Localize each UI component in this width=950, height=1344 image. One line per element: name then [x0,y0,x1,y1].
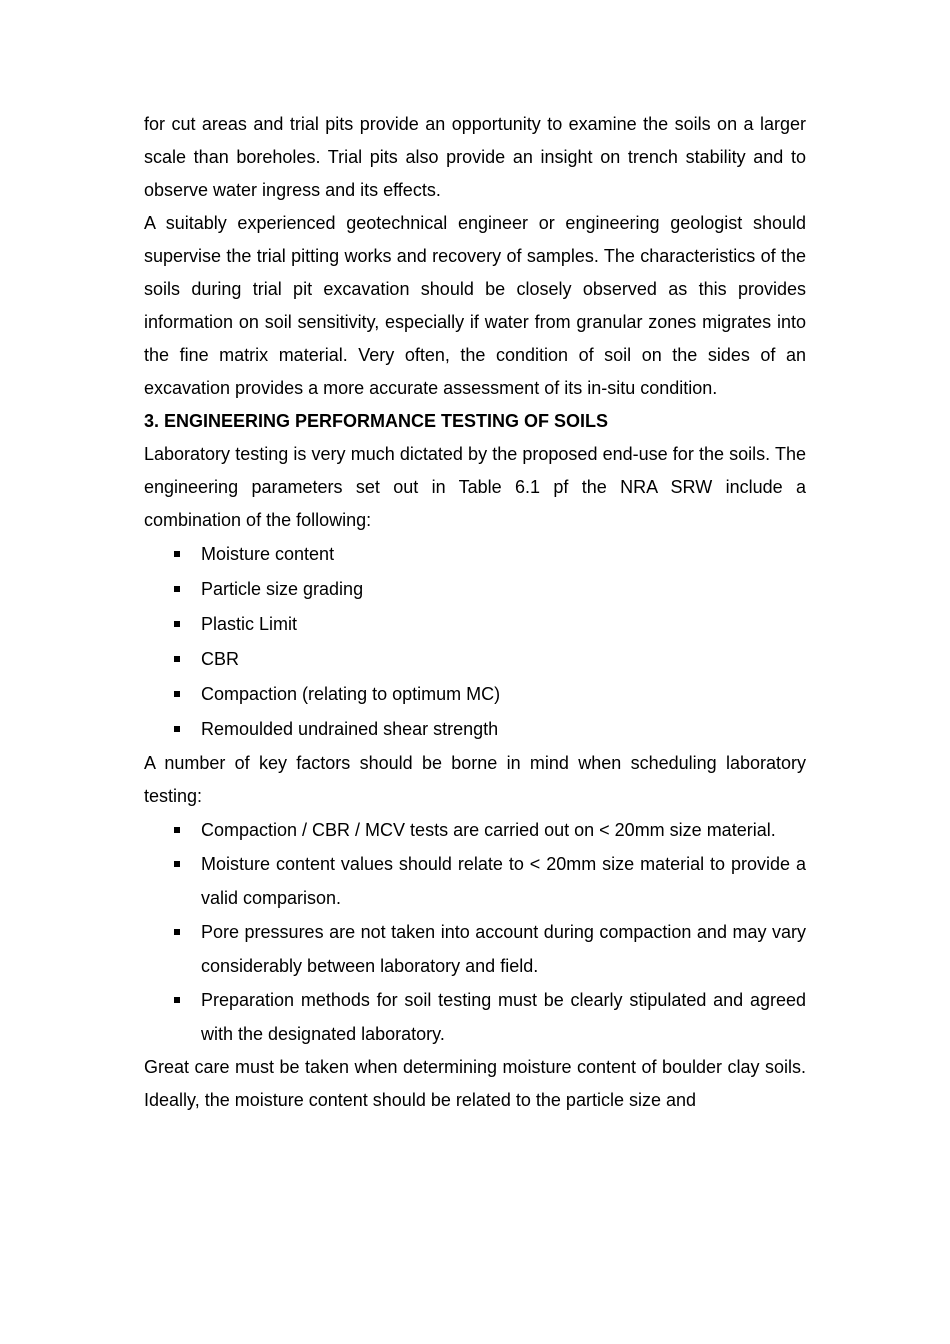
list-item-text: Particle size grading [201,579,364,599]
list-item-text: Pore pressures are not taken into account during compaction and may vary considerably between laboratory and field. [201,922,806,976]
section-heading: 3. ENGINEERING PERFORMANCE TESTING OF SOILS [144,411,609,431]
list-item [144,847,806,915]
paragraph-laboratory-testing: Laboratory testing is very much dictated by the proposed end-use for the soils. The engineering parameters set out in Table 6.1 pf the NRA SRW include a combination of the following: [144,444,806,530]
paragraph-key-factors: A number of key factors should be borne in mind when scheduling laboratory testing: [144,753,806,806]
bullet-icon [174,586,180,592]
list-item-text: Preparation methods for soil testing must be clearly stipulated and agreed with the designated laboratory. [201,990,806,1044]
bullet-icon [174,827,180,833]
list-item-text: Remoulded undrained shear strength [201,719,499,739]
paragraph-supervision: A suitably experienced geotechnical engineer or engineering geologist should supervise the trial pitting works and recovery of samples. The characteristics of the soils during trial pit excavation should be closely observed as this provides information on soil sensitivity, especially if water from granular zones migrates into the fine matrix material. Very often, the condition of soil on the sides of an excavation provides a more accurate assessment of its in-situ condition. [144,213,806,398]
list-item [144,537,806,572]
parameters-list [144,537,806,747]
document-page [144,108,806,1117]
list-item [144,983,806,1051]
bullet-icon [174,726,180,732]
bullet-icon [174,621,180,627]
list-item [144,915,806,983]
factors-list [144,813,806,1051]
bullet-icon [174,551,180,557]
bullet-icon [174,656,180,662]
list-item [144,572,806,607]
list-item-text: CBR [201,649,240,669]
list-item [144,813,806,847]
list-item-text: Moisture content values should relate to < 20mm size material to provide a valid comparison. [201,854,806,908]
bullet-icon [174,997,180,1003]
list-item-text: Compaction (relating to optimum MC) [201,684,501,704]
list-item [144,677,806,712]
paragraph-moisture-content: Great care must be taken when determining moisture content of boulder clay soils. Ideally, the moisture content should be related to the particle size and [144,1057,806,1110]
bullet-icon [174,929,180,935]
list-item [144,642,806,677]
list-item [144,712,806,747]
bullet-icon [174,691,180,697]
list-item-text: Compaction / CBR / MCV tests are carried out on < 20mm size material. [201,820,776,840]
list-item-text: Moisture content [201,544,335,564]
list-item [144,607,806,642]
paragraph-trial-pits: for cut areas and trial pits provide an opportunity to examine the soils on a larger scale than boreholes. Trial pits also provide an insight on trench stability and to observe water ingress and its effects. [144,114,806,200]
bullet-icon [174,861,180,867]
list-item-text: Plastic Limit [201,614,298,634]
